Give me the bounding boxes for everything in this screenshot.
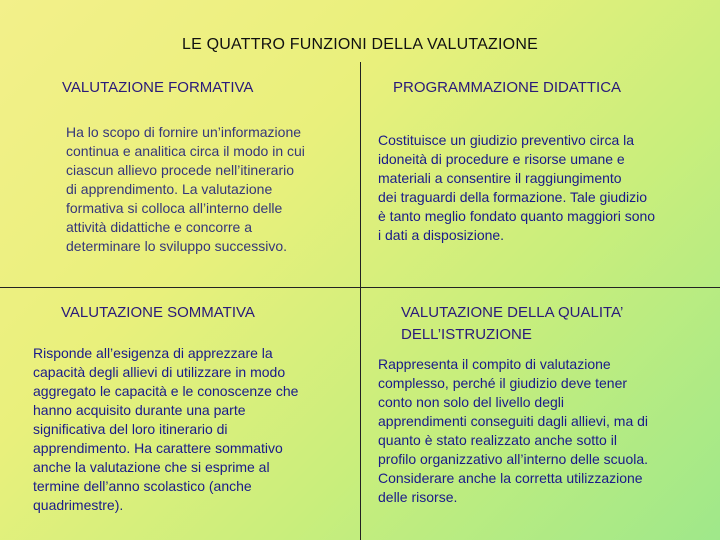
text-valutazione-qualita: Rappresenta il compito di valutazione complesso, perché il giudizio deve tener conto non solo del livello degli apprendimenti conseguiti dagli allievi, ma di quanto è stato realizzato anche sotto il profilo organizzativo all’interno delle scuola. Considerare anche la corretta utilizzazione delle risorse. xyxy=(378,356,649,505)
text-valutazione-sommativa: Risponde all’esigenza di apprezzare la capacità degli allievi di utilizzare in modo aggregato le capacità e le conoscenze che hanno acquisito durante una parte significativa del loro itinerario di apprendimento. Ha carattere sommativo anche la valutazione che si esprime al termine dell’anno scolastico (anche quadrimestre). xyxy=(33,345,299,513)
text-programmazione-didattica: Costituisce un giudizio preventivo circa la idoneità di procedure e risorse umane e materiali a consentire il raggiungimento dei traguardi della formazione. Tale giudizio è tanto meglio fondato quanto maggiori sono i dati a disposizione. xyxy=(378,132,656,243)
vertical-divider xyxy=(360,62,361,540)
slide-title: LE QUATTRO FUNZIONI DELLA VALUTAZIONE xyxy=(182,36,538,53)
heading-valutazione-formativa: VALUTAZIONE FORMATIVA xyxy=(62,79,254,96)
heading-valutazione-sommativa: VALUTAZIONE SOMMATIVA xyxy=(61,304,255,321)
heading-valutazione-qualita: VALUTAZIONE DELLA QUALITA’ DELL’ISTRUZIONE xyxy=(401,304,624,343)
heading-programmazione-didattica: PROGRAMMAZIONE DIDATTICA xyxy=(393,79,622,96)
text-valutazione-formativa: Ha lo scopo di fornire un’informazione continua e analitica circa il modo in cui ciascun allievo procede nell’itinerario di apprendimento. La valutazione formativa si colloca all’interno delle attività didattiche e concorre a determinare lo sviluppo successivo. xyxy=(66,124,305,254)
horizontal-divider xyxy=(0,287,720,288)
